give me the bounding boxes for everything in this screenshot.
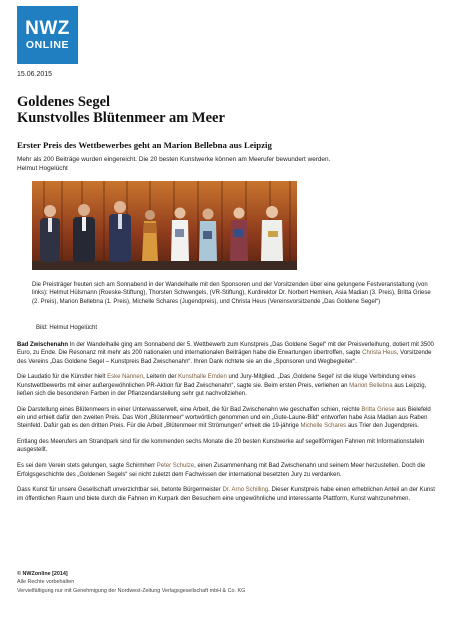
paragraph-4: Entlang des Meerufers am Strandpark sind für die kommenden sechs Monate die 20 besten Kunstwerke auf segelförmigen Fahnen mit Informationstafeln ausgestellt. [17,439,425,454]
paragraph-text: aus Bielefeld ein und erhielt dafür den zweiten Preis. Das Wort „Blütenmeer“ wortwörtlich genommen und ein „Gute-Laune-Bild“ entworfen habe Asia Madian aus Raben Steinfeld. Dafür gab es den dritten Preis. Für die Arbeit „Blütenmeer mit Strömungen“ erhielt die 19-jährige [17,406,431,430]
headline-line1: Goldenes Segel [17,94,111,110]
paragraph-text: . Dieser Kunstpreis habe einen erheblichen Anteil an der Kunst im öffentlichen Raum und biete durch die Fahnen im Kurpark den Besuchern eine ungewöhnliche und interessante Plattform, Kunst wahrzunehmen. [17,487,435,502]
article-lead [17,156,437,173]
person-link-arno-schilling[interactable]: Dr. Arno Schilling [222,487,269,494]
article-headline [17,94,437,126]
paragraph-text: Die Darstellung eines Blütenmeers in einer Unterwasserwelt, eine Arbeit, die für Bad Zwischenahn wie geschaffen schien, reichte [17,406,362,413]
paragraph-text: , einen Zusammenhang mit Bad Zwischenahn und seinem Meer herzustellen. Doch die Erfolgsgeschichte des „Goldenen Segels“ sei nicht zuletzt dem Fachwissen der international besetzten Jury zu verdanken. [17,463,426,478]
headline-line2: Kunstvolles Blütenmeer am Meer [17,110,225,126]
paragraph-1 [17,341,437,366]
paragraph-6 [17,486,437,503]
nwz-online-logo[interactable] [17,6,78,64]
person-link-michelle-schares[interactable]: Michelle Schares [300,423,347,430]
paragraph-text: Die Laudatio für die Künstler hielt [17,374,108,381]
paragraph-text: , Vorsitzende des Vereins „Das Goldene Segel – Kunstpreis Bad Zwischenahn“. Ihren Dank richtete sie an die „Sponsoren und Wegbegleiter“. [17,350,432,365]
logo-line1: NWZ [25,18,70,39]
person-link-eske-nannen[interactable]: Eske Nannen [107,374,144,381]
footer-notice: Vervielfältigung nur mit Genehmigung der Nordwest-Zeitung Verlagsgesellschaft mbH & Co. KG [17,587,246,594]
person-link-marion-bellebna[interactable]: Marion Bellebna [349,382,393,389]
org-link-kunsthalle-emden[interactable]: Kunsthalle Emden [178,374,227,381]
paragraph-text: und Jury-Mitglied. „Das ‚Goldene Segel‘ ist die kluge Verbindung eines Kunstwettbewerbs mit einer außergewöhnlichen PR-Aktion für Bad Zwischenahn“, sagte sie. Beim ersten Preis, verliehen an [17,374,416,389]
person-link-peter-schulze[interactable]: Peter Schulze [156,463,195,470]
paragraph-2 [17,373,437,398]
paragraph-text: In der Wandelhalle ging am Sonnabend der 5. Wettbewerb zum Kunstpreis „Das Goldene Segel“ mit der Preisverleihung, dotiert mit 3500 Euro, zu Ende. Die Resonanz mit mehr als 200 nationalen und internationalen Beiträgen habe die Erwartungen übertroffen, sagte [17,342,434,357]
photo-credit: Bild: Helmut Hogelücht [36,325,98,331]
award-group-photo [32,181,297,270]
logo-line2: ONLINE [25,39,70,51]
paragraph-text: Dass Kunst für unsere Gesellschaft unverzichtbar sei, betonte Bürgermeister [17,487,223,494]
paragraph-3 [17,406,437,431]
article-subheadline: Erster Preis des Wettbewerbes geht an Marion Bellebna aus Leipzig [17,140,272,150]
dateline: Bad Zwischenahn [17,342,69,348]
photo-caption: Die Preisträger freuten sich am Sonnabend in der Wandelhalle mit den Sponsoren und der Vorsitzenden über eine gelungene Festveranstaltung (von links): Helmut Hülsmann (Roeske-Stiftung), Thorsten Schwengels, (VR-Stiftung), Kurdirektor Dr. Norbert Hemken, Asia Madian (3. Preis), Britta Griese (2. Preis), Marion Bellebna (1. Preis), Michelle Schares (Jugendpreis), und Christa Heus (Vereinsvorsitzende „Das Goldene Segel“) [32,282,431,305]
paragraph-text: aus Trier den Jugendpreis. [346,423,419,430]
footer-rights: Alle Rechte vorbehalten [17,579,75,586]
article-body [17,341,437,510]
paragraph-text: aus Leipzig, ließen sich die besonderen Farben in der Pflanzendarstellung sehr gut nachvollziehen. [17,382,427,397]
copyright-text: © NWZonline [2014] [17,571,68,577]
lead-text: Mehr als 200 Beiträge wurden eingereicht. Die 20 besten Kunstwerke können am Meerufer bewundert werden. [17,156,331,163]
page-footer [17,570,437,595]
group-photo-image [32,181,297,270]
lead-author: Helmut Hogelücht [17,164,68,172]
paragraph-5 [17,462,437,479]
footer-copyright [17,570,437,578]
paragraph-text: , Leiterin der [143,374,179,381]
person-link-britta-griese[interactable]: Britta Griese [361,406,395,413]
paragraph-text: Es sei dem Verein stets gelungen, sagte Schirmherr [17,463,157,470]
person-link-christa-heus[interactable]: Christa Heus [362,350,397,357]
article-date: 15.06.2015 [17,71,53,78]
